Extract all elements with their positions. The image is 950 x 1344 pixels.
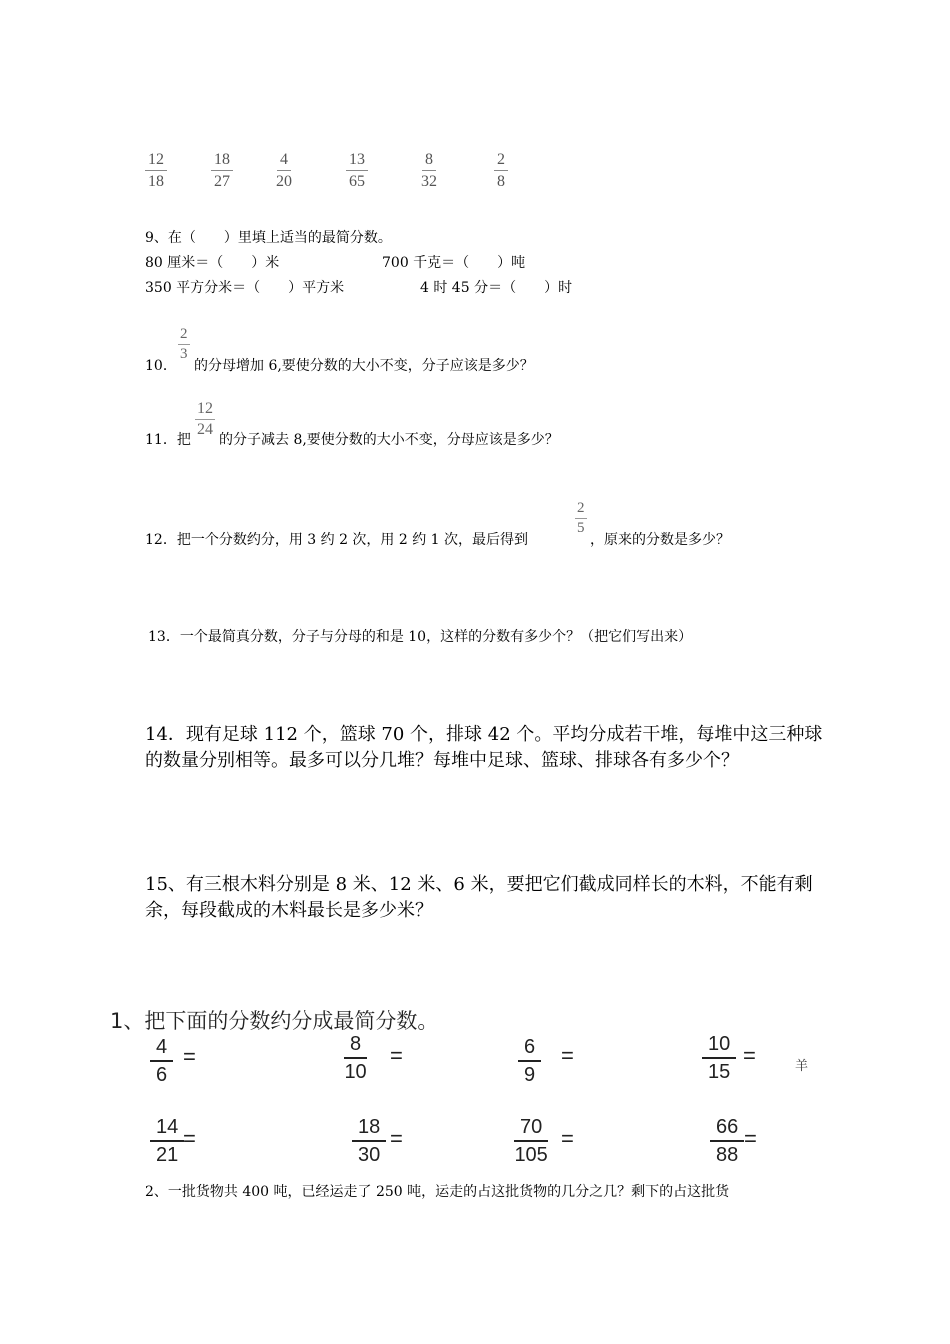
simplify-fraction: $\frac{8}{10}$ (344, 1033, 367, 1083)
fraction: $\frac{4}{20}$ (276, 151, 292, 190)
q12-fraction: $\frac{2}{5}$ (577, 500, 585, 536)
equals-sign: = (183, 1126, 196, 1151)
fraction: $\frac{13}{65}$ (346, 152, 368, 190)
q12-text: ，原来的分数是多少？ (590, 532, 730, 548)
q10-fraction: $\frac{2}{3}$ (180, 326, 188, 362)
fraction: $\frac{12}{18}$ (145, 152, 167, 190)
q15-line1: 15、有三根木料分别是 8 米、12 米、6 米，要把它们截成同样长的木料，不能有剩 (145, 874, 813, 895)
simplify-fraction: $\frac{70}{105}$ (514, 1116, 548, 1166)
equals-sign: = (743, 1043, 756, 1068)
q9-item-b: 700 千克＝（ ）吨 (382, 255, 526, 271)
simplify-fraction: $\frac{6}{9}$ (518, 1037, 541, 1085)
fraction: $\frac{8}{32}$ (421, 151, 437, 190)
q14-line2: 的数量分别相等。最多可以分几堆？每堆中足球、篮球、排球各有多少个？ (145, 750, 739, 771)
stray-character: 羊 (795, 1059, 809, 1074)
equals-sign: = (561, 1126, 574, 1151)
q15-line2: 余，每段截成的木料最长是多少米？ (145, 900, 433, 921)
q2-text: 2、一批货物共 400 吨，已经运走了 250 吨，运走的占这批货物的几分之几？剩下的占这批货 (145, 1184, 730, 1200)
q11-text: 的分子减去 8,要使分数的大小不变，分母应该是多少？ (219, 432, 559, 448)
simplify-fraction: $\frac{18}{30}$ (352, 1117, 386, 1165)
q11-label: 11．把 (145, 432, 191, 448)
q10-text: 的分母增加 6,要使分数的大小不变，分子应该是多少？ (194, 358, 534, 374)
equals-sign: = (390, 1043, 403, 1068)
q9-item-c: 350 平方分米＝（ ）平方米 (145, 280, 345, 296)
q9-title: 9、在（ ）里填上适当的最简分数。 (145, 230, 392, 246)
equals-sign: = (390, 1126, 403, 1151)
q11-fraction: $\frac{12}{24}$ (197, 400, 213, 438)
simplify-fraction: $\frac{10}{15}$ (702, 1034, 736, 1082)
section1-title: 1、把下面的分数约分成最简分数。 (110, 1009, 439, 1033)
simplify-fraction: $\frac{14}{21}$ (150, 1117, 184, 1165)
q12-label: 12．把一个分数约分，用 3 约 2 次，用 2 约 1 次，最后得到 (145, 532, 529, 548)
equals-sign: = (561, 1043, 574, 1068)
equals-sign: = (183, 1044, 196, 1069)
q9-item-d: 4 时 45 分＝（ ）时 (420, 280, 573, 296)
fraction: $\frac{18}{27}$ (211, 152, 233, 190)
q9-item-a: 80 厘米＝（ ）米 (145, 255, 280, 271)
fraction: $\frac{2}{8}$ (494, 152, 508, 190)
q10-label: 10． (145, 358, 177, 374)
q14-line1: 14．现有足球 112 个，篮球 70 个，排球 42 个。平均分成若干堆，每堆中这三种球 (145, 724, 823, 745)
simplify-fraction: $\frac{4}{6}$ (150, 1037, 173, 1085)
equals-sign: = (744, 1126, 757, 1151)
q13-text: 13．一个最简真分数，分子与分母的和是 10，这样的分数有多少个？（把它们写出来） (148, 629, 693, 645)
simplify-fraction: $\frac{66}{88}$ (710, 1117, 744, 1165)
